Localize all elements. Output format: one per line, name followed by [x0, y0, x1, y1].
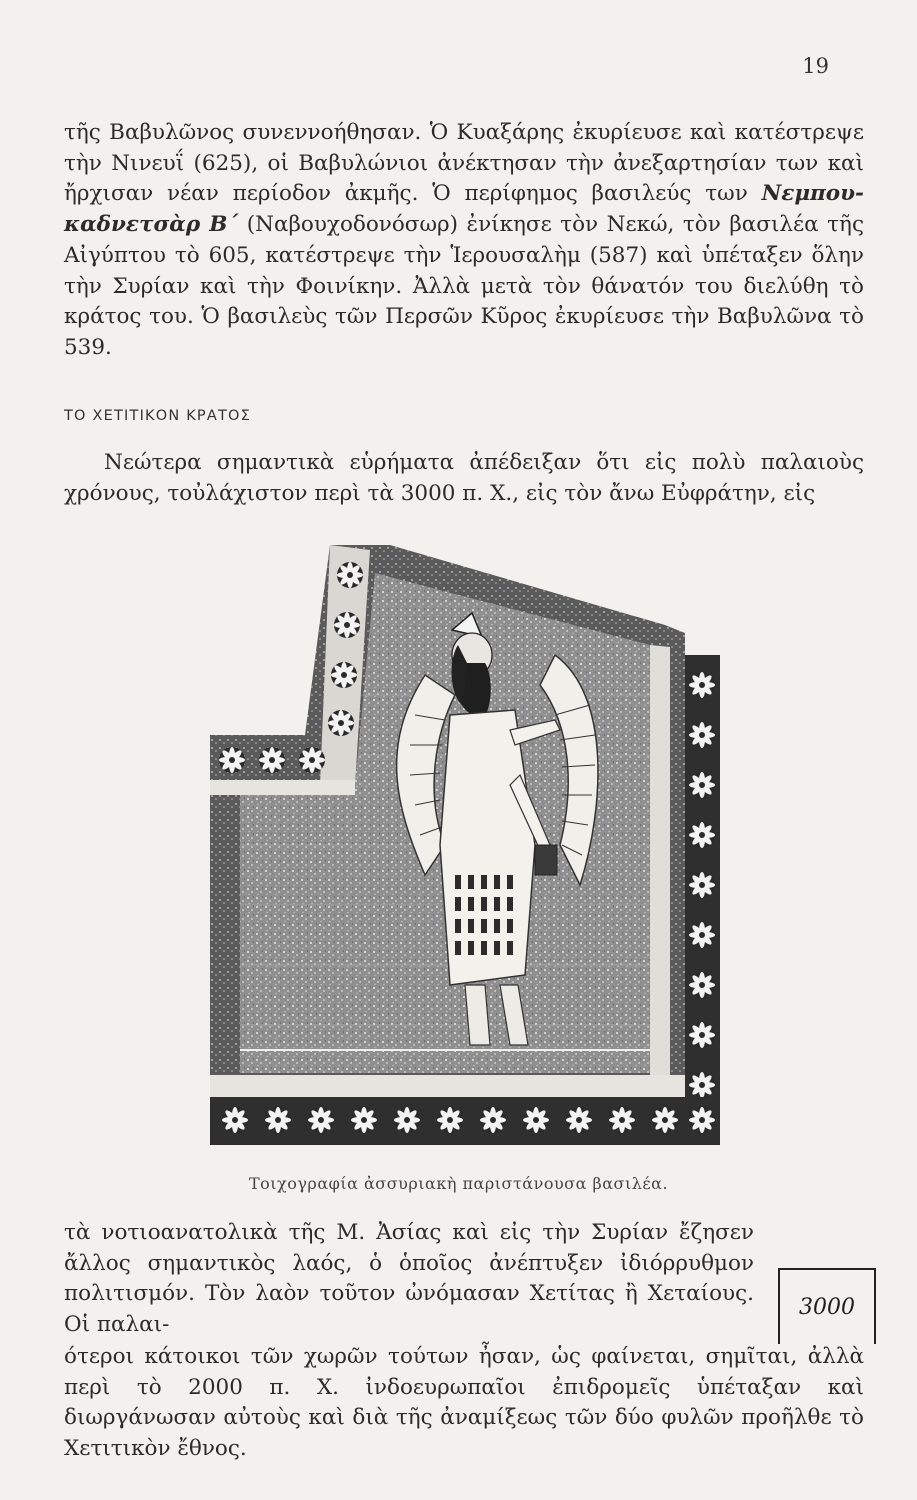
paragraph-babylon-text-1: τῆς Βαβυλῶνος συνεννοήθησαν. Ὁ Κυαξάρης ἐκυρίευσε καὶ κατέστρεψε τὴν Νινευΐ (625), οἱ Βαβυλώνιοι ἀνέκτησαν τὴν ἀνεξαρτησίαν των καὶ ἤρχισαν νέαν περίοδον ἀκμῆς. Ὁ περίφημος βασιλεύς των — [64, 120, 864, 207]
nebuchadnezzar-name: Νεμπου-καδνετσὰρ Β΄ — [64, 181, 864, 238]
paragraph-hittite-people-continued: ότεροι κάτοικοι τῶν χωρῶν τούτων ἦσαν, ὡς φαίνεται, σημῖται, ἀλλὰ περὶ τὸ 2000 π. Χ. ἰνδοευρωπαῖοι ἐπιδρομεῖς ὑπέταξαν καὶ διωργάνωσαν αὐτοὺς καὶ διὰ τῆς ἀναμίξεως τῶν δύο φυλῶν προῆλθε τὸ Χετιτικὸν ἔθνος. — [64, 1344, 864, 1462]
figure-caption: Τοιχογραφία ἀσσυριακὴ παριστάνουσα βασιλέα. — [248, 1174, 669, 1193]
paragraph-hittite-people: τὰ νοτιοανατολικὰ τῆς Μ. Ἀσίας καὶ εἰς τὴν Συρίαν ἔζησεν ἄλλος σημαντικὸς λαός, ὁ ὁποῖος ἀνέπτυξεν ἰδιόρρυθμον πολιτισμόν. Τὸν λαὸν τοῦτον ὠνόμασαν Χετίτας ἢ Χεταίους. Οἱ παλαι- — [64, 1220, 754, 1338]
margin-date-note: 3000 — [778, 1268, 876, 1344]
paragraph-babylon-text-2: (Ναβουχοδονόσωρ) ἐνίκησε τὸν Νεκώ, τὸν βασιλέα τῆς Αἰγύπτου τὸ 605, κατέστρεψε τὴν Ἱερουσαλὴμ (587) καὶ ὑπέταξεν ὅλην τὴν Συρίαν καὶ τὴν Φοινίκην. Ἀλλὰ μετὰ τὸν θάνατόν του διελύθη τὸ κράτος του. Ὁ βασιλεὺς τῶν Περσῶν Κῦρος ἐκυρίευσε τὴν Βαβυλῶνα τὸ 539. — [64, 212, 864, 360]
assyrian-wall-painting-figure — [210, 545, 885, 1145]
paragraph-babylon — [64, 118, 864, 364]
paragraph-hittite-intro: Νεώτερα σημαντικὰ εὑρήματα ἀπέδειξαν ὅτι εἰς πολὺ παλαιοὺς χρόνους, τοὐλάχιστον περὶ τὰ 3000 π. Χ., εἰς τὸν ἄνω Εὐφράτην, εἰς — [64, 450, 864, 506]
section-heading-hittite: ΤΟ ΧΕΤΙΤΙΚΟΝ ΚΡΑΤΟΣ — [64, 408, 252, 424]
page-number: 19 — [802, 54, 829, 78]
